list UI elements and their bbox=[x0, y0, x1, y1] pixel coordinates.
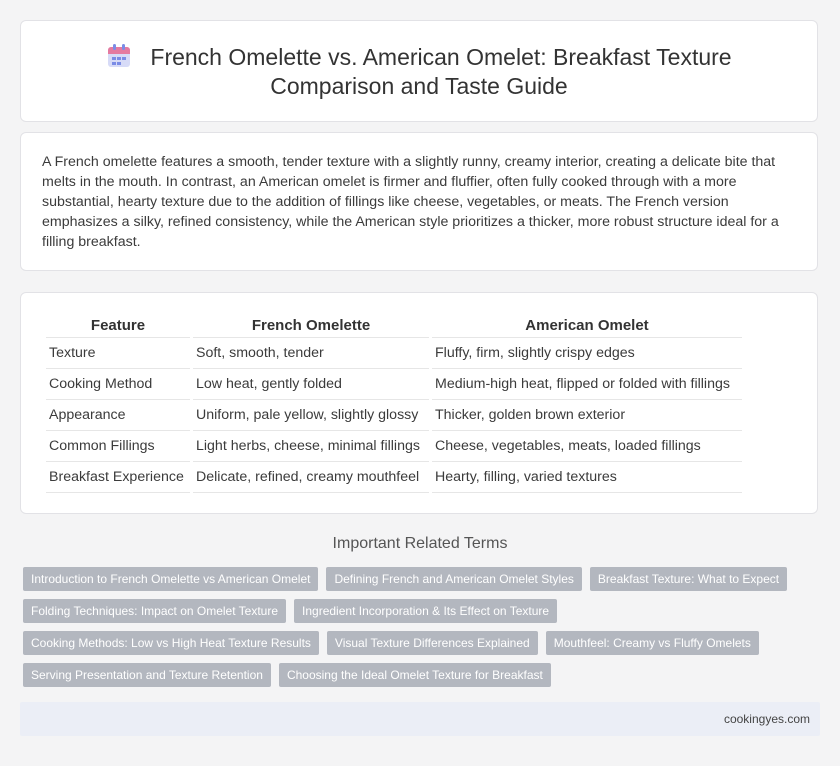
related-term-tag[interactable]: Mouthfeel: Creamy vs Fluffy Omelets bbox=[546, 631, 759, 655]
table-cell: Cooking Method bbox=[46, 369, 190, 400]
table-row bbox=[46, 338, 742, 369]
table-cell: Soft, smooth, tender bbox=[193, 338, 429, 369]
title-line-1: French Omelette vs. American Omelet: Breakfast Texture bbox=[150, 44, 732, 70]
related-term-tag[interactable]: Cooking Methods: Low vs High Heat Texture Results bbox=[23, 631, 319, 655]
related-term-tag[interactable]: Defining French and American Omelet Styles bbox=[326, 567, 581, 591]
table-cell: Hearty, filling, varied textures bbox=[432, 462, 742, 493]
comparison-table bbox=[43, 313, 745, 493]
table-cell: Cheese, vegetables, meats, loaded fillings bbox=[432, 431, 742, 462]
title-card bbox=[20, 20, 818, 122]
table-cell: Thicker, golden brown exterior bbox=[432, 400, 742, 431]
table-cell: Low heat, gently folded bbox=[193, 369, 429, 400]
header-feature: Feature bbox=[46, 313, 190, 338]
table-cell: Medium-high heat, flipped or folded with fillings bbox=[432, 369, 742, 400]
related-term-tag[interactable]: Breakfast Texture: What to Expect bbox=[590, 567, 787, 591]
summary-text: A French omelette features a smooth, tender texture with a slightly runny, creamy interior, creating a delicate bite that melts in the mouth. In contrast, an American omelet is firmer and fluffier, often fully cooked through with a more substantial, hearty texture due to the addition of fillings like cheese, vegetables, or meats. The French version emphasizes a silky, refined consistency, while the American style prioritizes a thicker, more robust structure ideal for a filling breakfast. bbox=[42, 154, 779, 250]
related-term-tag[interactable]: Serving Presentation and Texture Retention bbox=[23, 663, 271, 687]
table-row bbox=[46, 431, 742, 462]
footer bbox=[20, 702, 820, 736]
related-terms-list bbox=[23, 567, 823, 695]
related-term-tag[interactable]: Visual Texture Differences Explained bbox=[327, 631, 538, 655]
header-french: French Omelette bbox=[193, 313, 429, 338]
table-row bbox=[46, 400, 742, 431]
header-american: American Omelet bbox=[432, 313, 742, 338]
table-cell: Light herbs, cheese, minimal fillings bbox=[193, 431, 429, 462]
site-name[interactable]: cookingyes.com bbox=[723, 712, 810, 726]
tag-row bbox=[23, 599, 823, 631]
page-title bbox=[21, 43, 817, 101]
tag-row bbox=[23, 663, 823, 695]
tag-row bbox=[23, 631, 823, 663]
table-cell: Texture bbox=[46, 338, 190, 369]
table-header-row bbox=[46, 313, 742, 338]
table-cell: Uniform, pale yellow, slightly glossy bbox=[193, 400, 429, 431]
related-term-tag[interactable]: Choosing the Ideal Omelet Texture for Breakfast bbox=[279, 663, 551, 687]
related-term-tag[interactable]: Ingredient Incorporation & Its Effect on Texture bbox=[294, 599, 557, 623]
table-cell: Delicate, refined, creamy mouthfeel bbox=[193, 462, 429, 493]
comparison-card bbox=[20, 292, 818, 514]
table-row bbox=[46, 462, 742, 493]
tag-row bbox=[23, 567, 823, 599]
table-row bbox=[46, 369, 742, 400]
table-cell: Breakfast Experience bbox=[46, 462, 190, 493]
table-cell: Fluffy, firm, slightly crispy edges bbox=[432, 338, 742, 369]
table-cell: Common Fillings bbox=[46, 431, 190, 462]
summary-card bbox=[20, 132, 818, 271]
related-term-tag[interactable]: Folding Techniques: Impact on Omelet Texture bbox=[23, 599, 286, 623]
calendar-icon bbox=[106, 43, 132, 69]
table-cell: Appearance bbox=[46, 400, 190, 431]
related-term-tag[interactable]: Introduction to French Omelette vs American Omelet bbox=[23, 567, 318, 591]
title-line-2: Comparison and Taste Guide bbox=[270, 73, 568, 99]
related-terms-title: Important Related Terms bbox=[332, 535, 508, 552]
